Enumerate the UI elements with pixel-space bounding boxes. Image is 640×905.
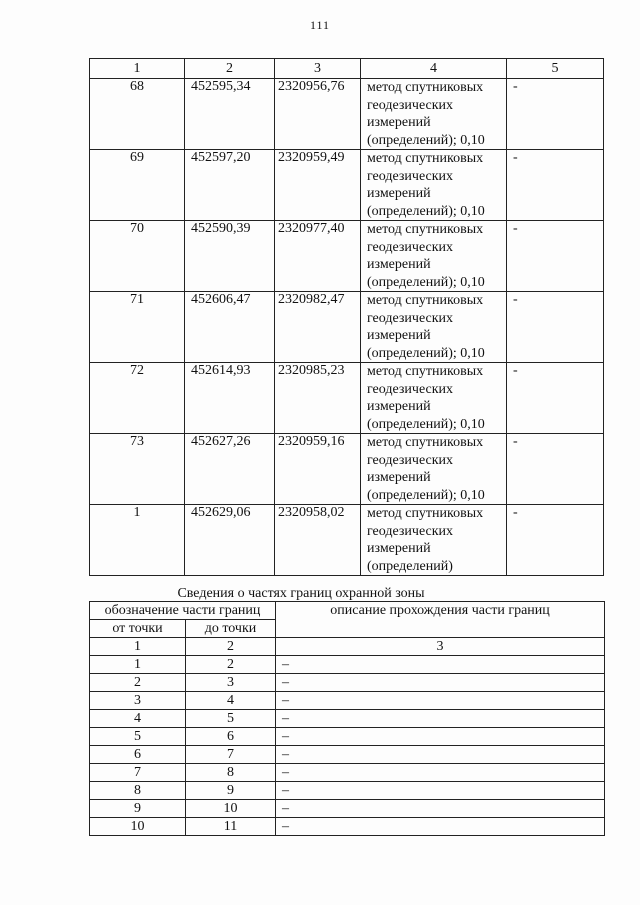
- from-point-cell: 3: [90, 692, 186, 710]
- to-point-cell: 4: [186, 692, 276, 710]
- to-point-cell: 8: [186, 764, 276, 782]
- description-cell: –: [276, 674, 605, 692]
- header-boundary-part: обозначение части границ: [90, 602, 276, 620]
- note-cell: -: [507, 150, 604, 221]
- header-col-4: 4: [361, 59, 507, 79]
- header-col-3: 3: [275, 59, 361, 79]
- from-point-cell: 4: [90, 710, 186, 728]
- to-point-cell: 11: [186, 818, 276, 836]
- table-row: [90, 728, 605, 746]
- header-from-point: от точки: [90, 620, 186, 638]
- to-point-cell: 6: [186, 728, 276, 746]
- parts-index-row: [90, 638, 605, 656]
- x-coordinate-cell: 452595,34: [185, 79, 275, 150]
- y-coordinate-cell: 2320985,23: [275, 363, 361, 434]
- to-point-cell: 5: [186, 710, 276, 728]
- page-number: 111: [309, 18, 331, 32]
- table-row: [90, 764, 605, 782]
- from-point-cell: 1: [90, 656, 186, 674]
- method-cell: метод спутниковых геодезических измерений (определений); 0,10: [361, 79, 507, 150]
- from-point-cell: 10: [90, 818, 186, 836]
- to-point-cell: 10: [186, 800, 276, 818]
- x-coordinate-cell: 452629,06: [185, 505, 275, 576]
- description-cell: –: [276, 656, 605, 674]
- index-col-2: 2: [186, 638, 276, 656]
- description-cell: –: [276, 800, 605, 818]
- from-point-cell: 8: [90, 782, 186, 800]
- note-cell: -: [507, 434, 604, 505]
- method-cell: метод спутниковых геодезических измерений (определений); 0,10: [361, 363, 507, 434]
- to-point-cell: 9: [186, 782, 276, 800]
- table-row: [90, 746, 605, 764]
- table-row: [90, 434, 604, 505]
- from-point-cell: 6: [90, 746, 186, 764]
- description-cell: –: [276, 782, 605, 800]
- table-row: [90, 79, 604, 150]
- table-row: [90, 656, 605, 674]
- table-row: [90, 674, 605, 692]
- x-coordinate-cell: 452606,47: [185, 292, 275, 363]
- point-cell: 1: [90, 505, 185, 576]
- point-cell: 68: [90, 79, 185, 150]
- description-cell: –: [276, 710, 605, 728]
- point-cell: 71: [90, 292, 185, 363]
- to-point-cell: 3: [186, 674, 276, 692]
- table-row: [90, 782, 605, 800]
- table-row: [90, 710, 605, 728]
- index-col-3: 3: [276, 638, 605, 656]
- x-coordinate-cell: 452590,39: [185, 221, 275, 292]
- table-row: [90, 221, 604, 292]
- table-row: [90, 800, 605, 818]
- header-col-5: 5: [507, 59, 604, 79]
- table-row: [90, 150, 604, 221]
- point-cell: 73: [90, 434, 185, 505]
- x-coordinate-cell: 452627,26: [185, 434, 275, 505]
- y-coordinate-cell: 2320959,49: [275, 150, 361, 221]
- point-cell: 70: [90, 221, 185, 292]
- from-point-cell: 7: [90, 764, 186, 782]
- y-coordinate-cell: 2320958,02: [275, 505, 361, 576]
- section-title: Сведения о частях границ охранной зоны: [177, 586, 425, 601]
- coordinates-header-row: [90, 59, 604, 79]
- header-to-point: до точки: [186, 620, 276, 638]
- method-cell: метод спутниковых геодезических измерений (определений); 0,10: [361, 434, 507, 505]
- table-row: [90, 505, 604, 576]
- from-point-cell: 2: [90, 674, 186, 692]
- header-description: описание прохождения части границ: [276, 602, 605, 638]
- method-cell: метод спутниковых геодезических измерений (определений); 0,10: [361, 221, 507, 292]
- y-coordinate-cell: 2320982,47: [275, 292, 361, 363]
- index-col-1: 1: [90, 638, 186, 656]
- header-col-2: 2: [185, 59, 275, 79]
- method-cell: метод спутниковых геодезических измерений (определений): [361, 505, 507, 576]
- note-cell: -: [507, 505, 604, 576]
- from-point-cell: 9: [90, 800, 186, 818]
- parts-header-row: [90, 602, 605, 620]
- header-col-1: 1: [90, 59, 185, 79]
- point-cell: 72: [90, 363, 185, 434]
- method-cell: метод спутниковых геодезических измерений (определений); 0,10: [361, 150, 507, 221]
- description-cell: –: [276, 818, 605, 836]
- from-point-cell: 5: [90, 728, 186, 746]
- boundary-parts-table: [89, 601, 605, 836]
- coordinates-table: [89, 58, 604, 576]
- y-coordinate-cell: 2320959,16: [275, 434, 361, 505]
- to-point-cell: 2: [186, 656, 276, 674]
- x-coordinate-cell: 452614,93: [185, 363, 275, 434]
- y-coordinate-cell: 2320977,40: [275, 221, 361, 292]
- description-cell: –: [276, 764, 605, 782]
- note-cell: -: [507, 79, 604, 150]
- x-coordinate-cell: 452597,20: [185, 150, 275, 221]
- description-cell: –: [276, 692, 605, 710]
- method-cell: метод спутниковых геодезических измерений (определений); 0,10: [361, 292, 507, 363]
- description-cell: –: [276, 728, 605, 746]
- to-point-cell: 7: [186, 746, 276, 764]
- description-cell: –: [276, 746, 605, 764]
- y-coordinate-cell: 2320956,76: [275, 79, 361, 150]
- note-cell: -: [507, 292, 604, 363]
- table-row: [90, 692, 605, 710]
- note-cell: -: [507, 221, 604, 292]
- table-row: [90, 818, 605, 836]
- table-row: [90, 363, 604, 434]
- point-cell: 69: [90, 150, 185, 221]
- table-row: [90, 292, 604, 363]
- note-cell: -: [507, 363, 604, 434]
